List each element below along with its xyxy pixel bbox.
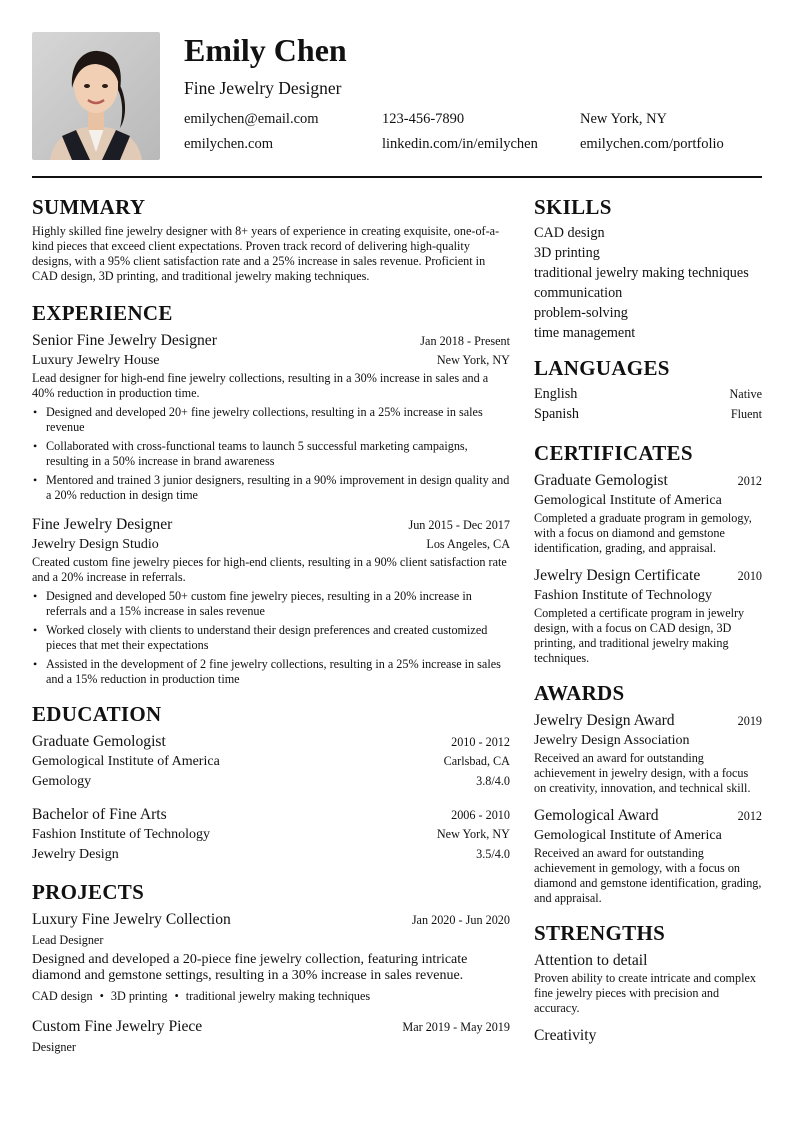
- contact-website[interactable]: emilychen.com: [184, 136, 273, 152]
- strengths-section: [534, 920, 762, 1046]
- bullet-item: • Designed and developed 20+ fine jewelry collections, resulting in a 25% increase in sales revenue: [32, 405, 510, 435]
- skill-item: 3D printing: [534, 245, 600, 261]
- bullet-item: • Collaborated with cross-functional teams to launch 5 successful marketing campaigns, resulting in a 50% increase in brand awareness: [32, 439, 510, 469]
- award-description: Received an award for outstanding achievement in jewelry design, with a focus on creativity, innovation, and technical skill.: [534, 751, 751, 795]
- skill-item: time management: [534, 325, 636, 341]
- education-dates: 2006 - 2010: [451, 808, 510, 822]
- certificate-year: 2012: [737, 474, 762, 488]
- project-role: Lead Designer: [32, 933, 104, 947]
- skills-section: [534, 194, 762, 343]
- experience-bullets: [32, 589, 510, 687]
- strength-name: Attention to detail: [534, 952, 648, 969]
- project-description: Designed and developed a 20-piece fine jewelry collection, featuring intricate diamond and gemstone settings, resulting in a 30% increase in sales revenue.: [32, 952, 468, 983]
- summary-text: Highly skilled fine jewelry designer with 8+ years of experience in creating exquisite, one-of-a-kind pieces that exceed client expectations. Proven track record of delivering high-quality designs, with a 95% client satisfaction rate and a 25% increase in sales revenue. Proficient in CAD design, 3D printing, and traditional jewelry making techniques.: [32, 224, 500, 283]
- education-item: [32, 805, 510, 865]
- skill-item: CAD design: [534, 225, 605, 241]
- section-title-skills: SKILLS: [534, 195, 612, 219]
- certificate-year: 2010: [737, 569, 762, 583]
- experience-description: Created custom fine jewelry pieces for high-end clients, resulting in a 90% client satisfaction rate and a 20% increase in referrals.: [32, 555, 507, 584]
- certificate-description: Completed a graduate program in gemology, with a focus on diamond and gemstone identification, grading, and appraisal.: [534, 511, 752, 555]
- candidate-name: Emily Chen: [184, 32, 347, 68]
- skill-item: communication: [534, 285, 623, 301]
- award-item: [534, 806, 762, 906]
- experience-item: [32, 331, 510, 503]
- certificate-item: [534, 566, 762, 666]
- bullet-item: • Designed and developed 50+ custom fine jewelry pieces, resulting in a 20% increase in referrals and a 15% increase in sales revenue: [32, 589, 510, 619]
- award-item: [534, 711, 762, 796]
- contact-portfolio[interactable]: emilychen.com/portfolio: [580, 136, 724, 152]
- experience-dates: Jan 2018 - Present: [420, 334, 510, 348]
- project-role: Designer: [32, 1040, 76, 1054]
- education-section: [32, 701, 510, 865]
- education-location: New York, NY: [436, 827, 510, 841]
- education-school: Fashion Institute of Technology: [32, 827, 211, 842]
- certificate-item: [534, 471, 762, 556]
- certificates-section: [534, 440, 762, 666]
- award-name: Gemological Award: [534, 807, 659, 824]
- section-title-projects: PROJECTS: [32, 880, 145, 904]
- project-tags: [32, 987, 510, 1005]
- experience-section: [32, 300, 510, 687]
- certificate-issuer: Fashion Institute of Technology: [534, 588, 713, 603]
- profile-photo: [32, 32, 160, 160]
- strength-item: [534, 951, 762, 1016]
- award-issuer: Jewelry Design Association: [534, 733, 690, 748]
- award-issuer: Gemological Institute of America: [534, 828, 722, 843]
- contact-phone[interactable]: 123-456-7890: [382, 111, 465, 127]
- section-title-awards: AWARDS: [534, 681, 625, 705]
- education-gpa: 3.8/4.0: [476, 774, 510, 788]
- languages-section: [534, 355, 762, 424]
- bullet-item: • Assisted in the development of 2 fine jewelry collections, resulting in a 25% increase in sales and a 15% reduction in production time: [32, 657, 510, 687]
- education-degree: Bachelor of Fine Arts: [32, 806, 167, 823]
- language-name: Spanish: [534, 406, 579, 422]
- skill-item: traditional jewelry making techniques: [534, 265, 749, 281]
- left-column: [32, 194, 510, 1057]
- section-title-summary: SUMMARY: [32, 195, 146, 219]
- certificate-description: Completed a certificate program in jewelry design, with a focus on CAD design, 3D printing, and traditional jewelry making techniques.: [534, 606, 745, 665]
- education-school: Gemological Institute of America: [32, 754, 220, 769]
- project-dates: Jan 2020 - Jun 2020: [411, 913, 510, 927]
- header-divider: [32, 176, 762, 178]
- contact-linkedin[interactable]: linkedin.com/in/emilychen: [382, 136, 538, 152]
- language-item: [534, 384, 762, 404]
- experience-role: Senior Fine Jewelry Designer: [32, 332, 217, 349]
- certificate-name: Graduate Gemologist: [534, 472, 668, 489]
- experience-bullets: [32, 405, 510, 503]
- strength-description: Proven ability to create intricate and complex fine jewelry pieces with precision and accuracy.: [534, 971, 756, 1015]
- right-column: [534, 194, 762, 1046]
- section-title-certificates: CERTIFICATES: [534, 441, 693, 465]
- project-dates: Mar 2019 - May 2019: [402, 1020, 510, 1034]
- tag-separator: •: [174, 989, 179, 1003]
- language-name: English: [534, 386, 578, 402]
- section-title-experience: EXPERIENCE: [32, 301, 173, 325]
- education-degree: Graduate Gemologist: [32, 733, 166, 750]
- bullet-item: • Mentored and trained 3 junior designers, resulting in a 90% improvement in design quality and a 20% reduction in design time: [32, 473, 510, 503]
- education-dates: 2010 - 2012: [451, 735, 510, 749]
- contact-email[interactable]: emilychen@email.com: [184, 111, 319, 127]
- project-name: Luxury Fine Jewelry Collection: [32, 911, 231, 928]
- certificate-name: Jewelry Design Certificate: [534, 567, 701, 584]
- strength-name: Creativity: [534, 1027, 597, 1044]
- education-field: Jewelry Design: [32, 847, 119, 862]
- education-gpa: 3.5/4.0: [476, 847, 510, 861]
- award-name: Jewelry Design Award: [534, 712, 675, 729]
- project-tag: traditional jewelry making techniques: [185, 989, 371, 1003]
- section-title-education: EDUCATION: [32, 702, 162, 726]
- summary-section: [32, 194, 510, 284]
- tag-separator: •: [99, 989, 104, 1003]
- awards-section: [534, 680, 762, 906]
- award-year: 2012: [737, 809, 762, 823]
- section-title-languages: LANGUAGES: [534, 356, 670, 380]
- language-item: [534, 404, 762, 424]
- bullet-item: • Worked closely with clients to understand their design preferences and created customized pieces that met their expectations: [32, 623, 510, 653]
- skill-item: problem-solving: [534, 305, 628, 321]
- project-tag: 3D printing: [110, 989, 168, 1003]
- language-level: Native: [729, 387, 762, 401]
- award-year: 2019: [737, 714, 762, 728]
- experience-location: New York, NY: [436, 353, 510, 367]
- language-level: Fluent: [730, 407, 762, 421]
- section-title-strengths: STRENGTHS: [534, 921, 666, 945]
- education-location: Carlsbad, CA: [443, 754, 510, 768]
- candidate-title: Fine Jewelry Designer: [184, 78, 342, 98]
- experience-item: [32, 515, 510, 687]
- strength-item: [534, 1026, 762, 1046]
- project-tag: CAD design: [32, 989, 93, 1003]
- contact-location: New York, NY: [580, 111, 668, 127]
- project-item: [32, 1017, 510, 1057]
- project-item: [32, 910, 510, 1005]
- award-description: Received an award for outstanding achievement in gemology, with a focus on diamond and gemstone identification, grading, and appraisal.: [534, 846, 762, 905]
- education-field: Gemology: [32, 774, 92, 789]
- projects-section: [32, 879, 510, 1057]
- education-item: [32, 732, 510, 792]
- experience-dates: Jun 2015 - Dec 2017: [408, 518, 510, 532]
- certificate-issuer: Gemological Institute of America: [534, 493, 722, 508]
- experience-role: Fine Jewelry Designer: [32, 516, 173, 533]
- experience-company: Jewelry Design Studio: [32, 537, 159, 552]
- experience-description: Lead designer for high-end fine jewelry collections, resulting in a 30% increase in sales and a 40% reduction in production time.: [32, 371, 489, 400]
- project-name: Custom Fine Jewelry Piece: [32, 1018, 203, 1035]
- experience-location: Los Angeles, CA: [426, 537, 510, 551]
- experience-company: Luxury Jewelry House: [32, 353, 160, 368]
